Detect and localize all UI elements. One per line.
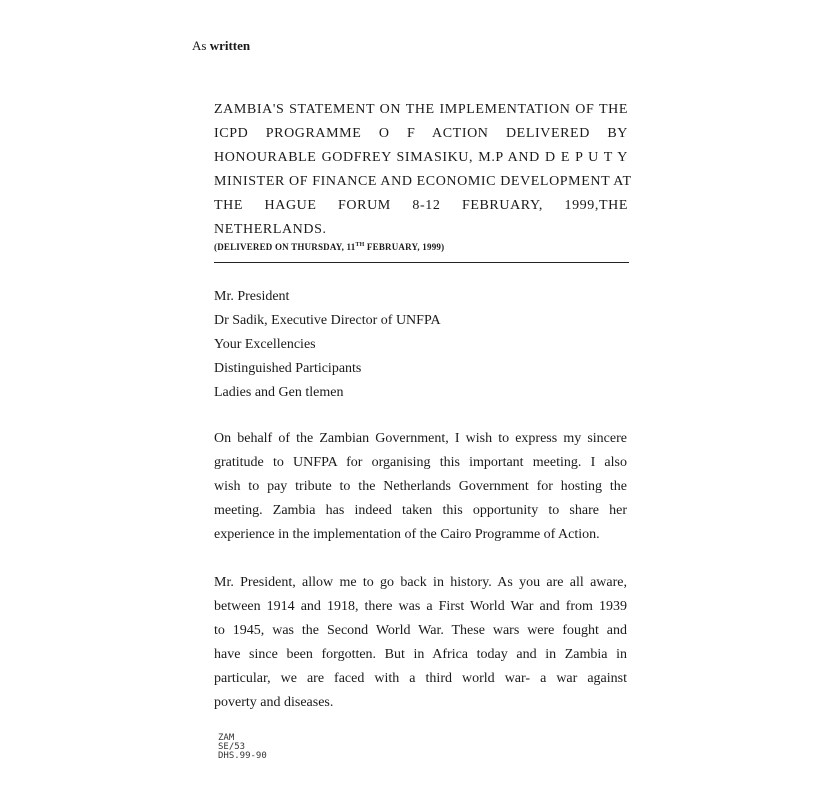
paragraph-line: wish to pay tribute to the Netherlands Government for hosting the bbox=[214, 479, 627, 494]
paragraph-line: to 1945, was the Second World War. These wars were fought and bbox=[214, 623, 627, 638]
header-note-emphasis: written bbox=[209, 38, 251, 53]
delivery-date-before: (DELIVERED ON THURSDAY, 11 bbox=[214, 242, 356, 252]
archive-code-line: SE/53 bbox=[218, 742, 246, 752]
paragraph-line: experience in the implementation of the Cairo Programme of Action. bbox=[214, 527, 600, 542]
paragraph-line: poverty and diseases. bbox=[214, 695, 334, 710]
title-line: MINISTER OF FINANCE AND ECONOMIC DEVELOPMENT AT bbox=[214, 174, 632, 189]
header-note-prefix: As bbox=[192, 38, 207, 53]
title-line: HONOURABLE GODFREY SIMASIKU, M.P AND D E P U T Y bbox=[214, 150, 628, 165]
delivery-date-sup: TH bbox=[355, 242, 365, 248]
title-divider bbox=[214, 262, 629, 263]
archive-code-line: ZAM bbox=[218, 733, 235, 743]
paragraph-line: between 1914 and 1918, there was a First World War and from 1939 bbox=[214, 599, 627, 614]
salutations bbox=[214, 285, 441, 405]
paragraph-line: Mr. President, allow me to go back in history. As you are all aware, bbox=[214, 575, 627, 590]
archive-code bbox=[218, 734, 267, 761]
paragraph-history bbox=[214, 571, 627, 715]
archive-code-line: DHS.99-90 bbox=[218, 751, 267, 761]
paragraph-line: gratitude to UNFPA for organising this important meeting. I also bbox=[214, 455, 627, 470]
salutation-line: Your Excellencies bbox=[214, 337, 316, 352]
delivery-date-after: FEBRUARY, 1999) bbox=[364, 242, 445, 252]
title-line: ZAMBIA'S STATEMENT ON THE IMPLEMENTATION OF THE bbox=[214, 102, 628, 117]
statement-title bbox=[214, 98, 632, 242]
paragraph-line: have since been forgotten. But in Africa today and in Zambia in bbox=[214, 647, 627, 662]
salutation-line: Ladies and Gen tlemen bbox=[214, 385, 344, 400]
salutation-line: Distinguished Participants bbox=[214, 361, 362, 376]
paragraph-line: On behalf of the Zambian Government, I wish to express my sincere bbox=[214, 431, 627, 446]
header-note bbox=[192, 38, 250, 54]
paragraph-line: meeting. Zambia has indeed taken this opportunity to share her bbox=[214, 503, 627, 518]
title-line: ICPD PROGRAMME O F ACTION DELIVERED BY bbox=[214, 126, 628, 141]
title-line: NETHERLANDS. bbox=[214, 222, 327, 237]
paragraph-line: particular, we are faced with a third world war- a war against bbox=[214, 671, 627, 686]
salutation-line: Dr Sadik, Executive Director of UNFPA bbox=[214, 313, 441, 328]
delivery-date bbox=[214, 242, 444, 252]
paragraph-gratitude bbox=[214, 427, 627, 547]
salutation-line: Mr. President bbox=[214, 289, 290, 304]
title-line: THE HAGUE FORUM 8-12 FEBRUARY, 1999,THE bbox=[214, 198, 628, 213]
